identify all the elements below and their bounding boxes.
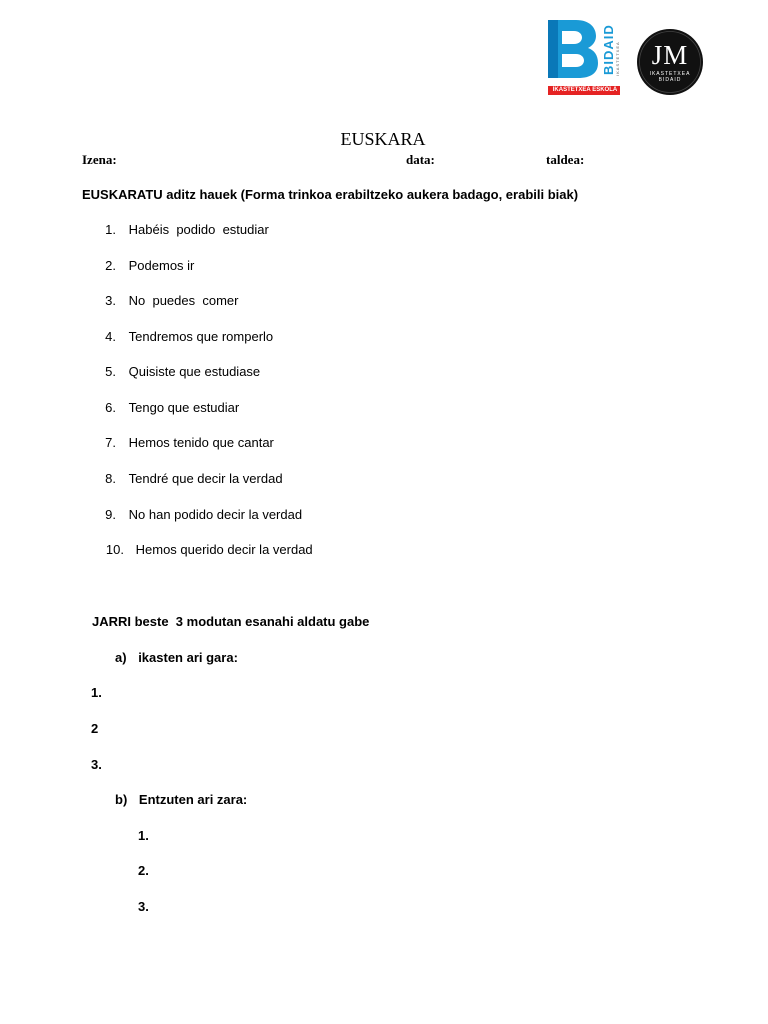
list-item-number: 6.: [105, 400, 116, 415]
list-item: [96, 258, 194, 273]
list-item-text: No han podido decir la verdad: [128, 507, 303, 522]
jm-line2: BIDAID: [658, 77, 682, 83]
list-item-text: Habéis podido estudiar: [128, 222, 269, 237]
jm-logo: [636, 26, 704, 98]
list-item-number: 3.: [105, 293, 116, 308]
list-item-number: 5.: [105, 364, 116, 379]
answer-line-a3: 3.: [91, 757, 102, 772]
list-item: [96, 471, 283, 486]
bidaid-banner-text: IKASTETXEA ESKOLA: [552, 87, 618, 93]
list-item-text: Quisiste que estudiase: [128, 364, 261, 379]
list-item-number: 10.: [105, 542, 124, 557]
list-item: [96, 400, 239, 415]
list-item: [96, 507, 302, 522]
list-item-text: Podemos ir: [128, 258, 195, 273]
list-item: [96, 542, 313, 557]
bidaid-wordmark: BIDAID: [601, 24, 616, 76]
list-item: [96, 329, 273, 344]
list-item: [96, 293, 238, 308]
answer-line-b3: 3.: [138, 899, 149, 914]
answer-line-b2: 2.: [138, 863, 149, 878]
answer-line-a1: 1.: [91, 685, 102, 700]
list-item-number: 4.: [105, 329, 116, 344]
list-item-number: 8.: [105, 471, 116, 486]
list-item: [96, 435, 274, 450]
list-item-text: Tengo que estudiar: [128, 400, 240, 415]
list-item-text: Hemos querido decir la verdad: [135, 542, 313, 557]
jm-line1: IKASTETXEA: [649, 71, 691, 77]
date-label: data:: [406, 152, 435, 167]
answer-line-a2: 2: [91, 721, 99, 736]
group-label: taldea:: [546, 152, 585, 167]
subsection-b: [115, 792, 247, 807]
document-title: EUSKARA: [340, 129, 426, 149]
list-item-number: 1.: [105, 222, 116, 237]
bidaid-tagline: IKASTETXEA: [615, 41, 620, 76]
subsection-b-letter: b): [115, 792, 128, 807]
list-item-text: Tendremos que romperlo: [128, 329, 274, 344]
subsection-b-prompt: Entzuten ari zara:: [138, 792, 248, 807]
list-item-text: No puedes comer: [128, 293, 239, 308]
answer-line-b1: 1.: [138, 828, 149, 843]
name-label: Izena:: [82, 152, 117, 167]
subsection-a-letter: a): [115, 650, 127, 665]
list-item-number: 2.: [105, 258, 116, 273]
subsection-a: [115, 650, 238, 665]
section2-instruction: JARRI beste 3 modutan esanahi aldatu gabe: [92, 614, 370, 629]
list-item-text: Tendré que decir la verdad: [128, 471, 283, 486]
section1-instruction: EUSKARATU aditz hauek (Forma trinkoa erabiltzeko aukera badago, erabili biak): [82, 187, 579, 202]
list-item: [96, 364, 260, 379]
list-item: [96, 222, 269, 237]
bidaid-logo: [546, 18, 622, 96]
subsection-a-prompt: ikasten ari gara:: [138, 650, 238, 665]
jm-initials: JM: [651, 40, 689, 70]
list-item-number: 7.: [105, 435, 116, 450]
list-item-number: 9.: [105, 507, 116, 522]
list-item-text: Hemos tenido que cantar: [128, 435, 274, 450]
